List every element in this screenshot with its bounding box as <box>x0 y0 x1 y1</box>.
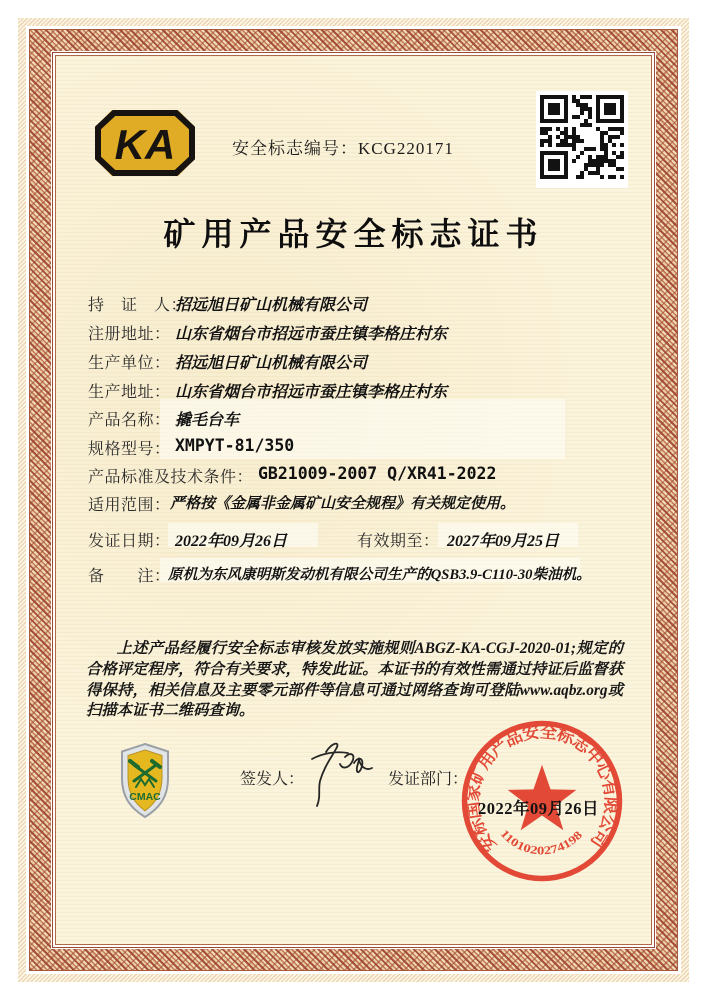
field-row <box>0 464 707 488</box>
field-label: 规格型号： <box>88 441 171 458</box>
field-label: 持 证 人： <box>88 297 188 314</box>
field-label: 产品标准及技术条件： <box>88 469 254 486</box>
signer-label: 签发人： <box>240 771 305 788</box>
cmac-badge-text: CMAC <box>129 791 161 803</box>
field-value: 招远旭日矿山机械有限公司 <box>175 297 368 314</box>
ka-logo-text: KA <box>114 121 176 168</box>
field-row <box>0 292 707 316</box>
remark-label: 备 注： <box>88 568 171 585</box>
field-row <box>0 407 707 431</box>
issue-date-value: 2022年09月26日 <box>175 533 288 550</box>
certificate-number-label: 安全标志编号： <box>232 139 358 158</box>
field-row <box>0 436 707 460</box>
certificate-number-line <box>232 134 454 159</box>
seal-ring-text: 安标国家矿用产品安全标志中心有限公司 <box>463 722 621 856</box>
field-label: 生产地址： <box>88 384 171 401</box>
certificate-number-value: KCG220171 <box>358 139 454 158</box>
field-label: 适用范围： <box>88 497 171 514</box>
field-label: 产品名称： <box>88 412 171 429</box>
certificate-title: 矿用产品安全标志证书 <box>163 216 544 252</box>
field-label: 注册地址： <box>88 326 171 343</box>
remark-value: 原机为东风康明斯发动机有限公司生产的QSB3.9-C110-30柴油机。 <box>168 567 591 583</box>
field-row <box>0 379 707 403</box>
valid-until-value: 2027年09月25日 <box>447 533 560 550</box>
field-row <box>0 350 707 374</box>
handwritten-signature-icon <box>296 736 380 816</box>
field-label: 生产单位： <box>88 355 171 372</box>
field-value: 招远旭日矿山机械有限公司 <box>175 355 368 372</box>
stamp-date: 2022年09月26日 <box>478 799 599 818</box>
issuer-label: 发证部门： <box>388 771 469 788</box>
field-value: 山东省烟台市招远市蚕庄镇李格庄村东 <box>175 384 448 401</box>
issue-date-label: 发证日期： <box>88 533 171 550</box>
qr-code-icon <box>536 91 628 188</box>
field-value: 山东省烟台市招远市蚕庄镇李格庄村东 <box>175 326 448 343</box>
remark-row <box>0 563 707 587</box>
valid-until-label: 有效期至： <box>357 533 440 550</box>
qr-code-pattern <box>540 95 624 179</box>
cmac-shield-icon <box>116 742 174 820</box>
field-value: 撬毛台车 <box>175 412 240 429</box>
svg-text:1101020274198 <box>498 827 586 857</box>
field-row <box>0 321 707 345</box>
field-value: XMPYT-81/350 <box>175 436 295 455</box>
field-value: GB21009-2007 Q/XR41-2022 <box>258 464 497 483</box>
field-row <box>0 492 707 516</box>
ka-mark-icon <box>92 108 198 178</box>
certificate-statement: 上述产品经履行安全标志审核发放实施规则ABGZ-KA-CGJ-2020-01;规定的合格评定程序，符合有关要求，特发此证。本证书的有效性需通过持证后监督获得保持，相关信息及主要零元部件等信息可通过网络查询可登陆www.aqbz.org或扫描本证书二维码查询。 <box>86 640 623 720</box>
validity-row <box>0 528 707 552</box>
seal-serial-number: 1101020274198 <box>497 827 584 858</box>
field-value: 严格按《金属非金属矿山安全规程》有关规定使用。 <box>170 496 516 512</box>
